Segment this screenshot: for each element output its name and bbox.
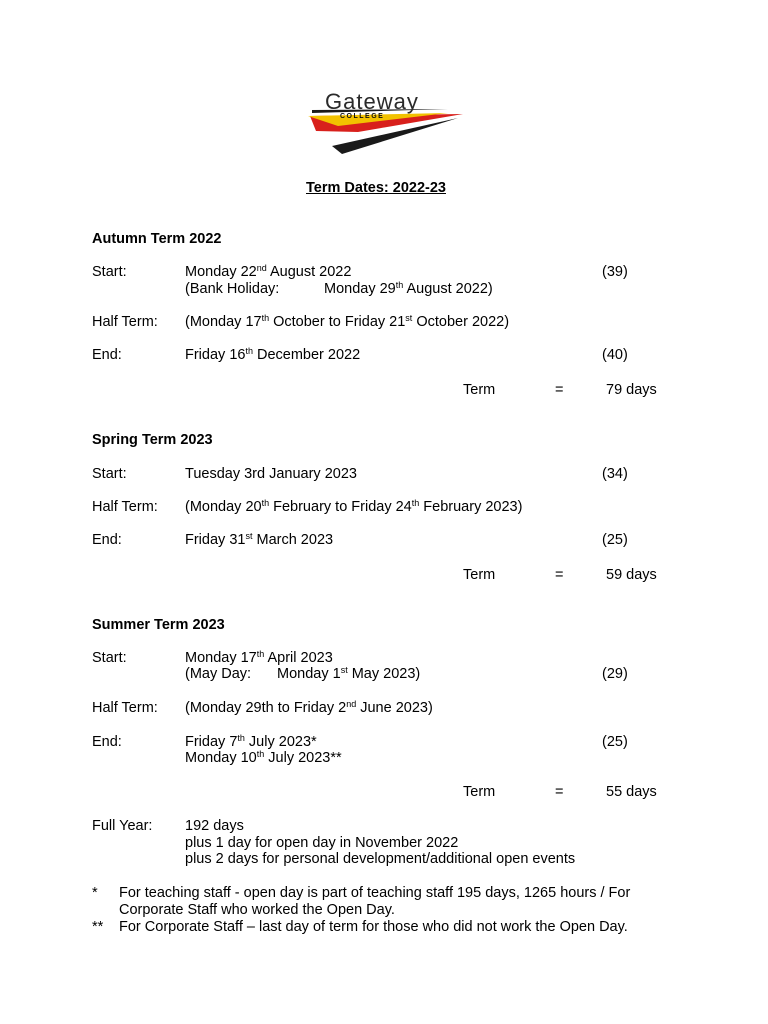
autumn-end-label: End: bbox=[92, 347, 122, 363]
summer-term-label: Term bbox=[463, 784, 496, 800]
autumn-half-term-dates: (Monday 17th October to Friday 21st October 2022) bbox=[185, 313, 510, 330]
summer-half-term-dates: (Monday 29th to Friday 2nd June 2023) bbox=[185, 699, 433, 716]
gateway-college-logo bbox=[298, 86, 470, 164]
summer-may-day-date: Monday 1st May 2023) bbox=[277, 665, 421, 682]
full-year-personal-development: plus 2 days for personal development/additional open events bbox=[185, 851, 576, 867]
logo-subtitle: COLLEGE bbox=[340, 113, 385, 120]
page-title: Term Dates: 2022-23 bbox=[306, 180, 446, 196]
spring-end-label: End: bbox=[92, 532, 122, 548]
spring-heading: Spring Term 2023 bbox=[92, 432, 213, 448]
spring-end-days: (25) bbox=[602, 532, 628, 548]
autumn-term-total: 79 days bbox=[606, 382, 657, 398]
autumn-end-days: (40) bbox=[602, 347, 628, 363]
summer-end-days: (25) bbox=[602, 734, 628, 750]
spring-start-days: (34) bbox=[602, 466, 628, 482]
footnote-corporate-staff: For Corporate Staff – last day of term for those who did not work the Open Day. bbox=[119, 919, 628, 935]
spring-term-label: Term bbox=[463, 567, 496, 583]
summer-start-label: Start: bbox=[92, 650, 127, 666]
summer-half-term-label: Half Term: bbox=[92, 700, 158, 716]
autumn-bank-holiday-label: (Bank Holiday: bbox=[185, 281, 280, 297]
summer-start-date: Monday 17th April 2023 bbox=[185, 649, 333, 666]
footnote-mark-double: ** bbox=[92, 919, 104, 935]
spring-term-equals: = bbox=[555, 567, 564, 583]
autumn-start-date: Monday 22nd August 2022 bbox=[185, 263, 352, 280]
spring-end-date: Friday 31st March 2023 bbox=[185, 531, 334, 548]
full-year-label: Full Year: bbox=[92, 818, 153, 834]
full-year-total: 192 days bbox=[185, 818, 244, 834]
autumn-term-equals: = bbox=[555, 382, 564, 398]
spring-start-label: Start: bbox=[92, 466, 127, 482]
spring-half-term-label: Half Term: bbox=[92, 499, 158, 515]
full-year-open-day: plus 1 day for open day in November 2022 bbox=[185, 835, 459, 851]
summer-start-days: (29) bbox=[602, 666, 628, 682]
autumn-bank-holiday-date: Monday 29th August 2022) bbox=[324, 280, 493, 297]
summer-end-label: End: bbox=[92, 734, 122, 750]
autumn-start-days: (39) bbox=[602, 264, 628, 280]
summer-may-day-label: (May Day: bbox=[185, 666, 252, 682]
spring-start-date: Tuesday 3rd January 2023 bbox=[185, 466, 357, 482]
autumn-start-label: Start: bbox=[92, 264, 127, 280]
summer-end-date-corporate: Monday 10th July 2023** bbox=[185, 749, 342, 766]
footnote-teaching-staff-line-1: For teaching staff - open day is part of teaching staff 195 days, 1265 hours / For bbox=[119, 885, 631, 901]
autumn-end-date: Friday 16th December 2022 bbox=[185, 346, 361, 363]
spring-term-total: 59 days bbox=[606, 567, 657, 583]
summer-end-date: Friday 7th July 2023* bbox=[185, 733, 317, 750]
summer-term-total: 55 days bbox=[606, 784, 657, 800]
footnote-mark-single: * bbox=[92, 885, 98, 901]
summer-term-equals: = bbox=[555, 784, 564, 800]
spring-half-term-dates: (Monday 20th February to Friday 24th February 2023) bbox=[185, 498, 523, 515]
autumn-heading: Autumn Term 2022 bbox=[92, 231, 222, 247]
autumn-term-label: Term bbox=[463, 382, 496, 398]
summer-heading: Summer Term 2023 bbox=[92, 617, 225, 633]
autumn-half-term-label: Half Term: bbox=[92, 314, 158, 330]
logo-wordmark: Gateway bbox=[325, 89, 419, 114]
footnote-teaching-staff-line-2: Corporate Staff who worked the Open Day. bbox=[119, 902, 395, 918]
